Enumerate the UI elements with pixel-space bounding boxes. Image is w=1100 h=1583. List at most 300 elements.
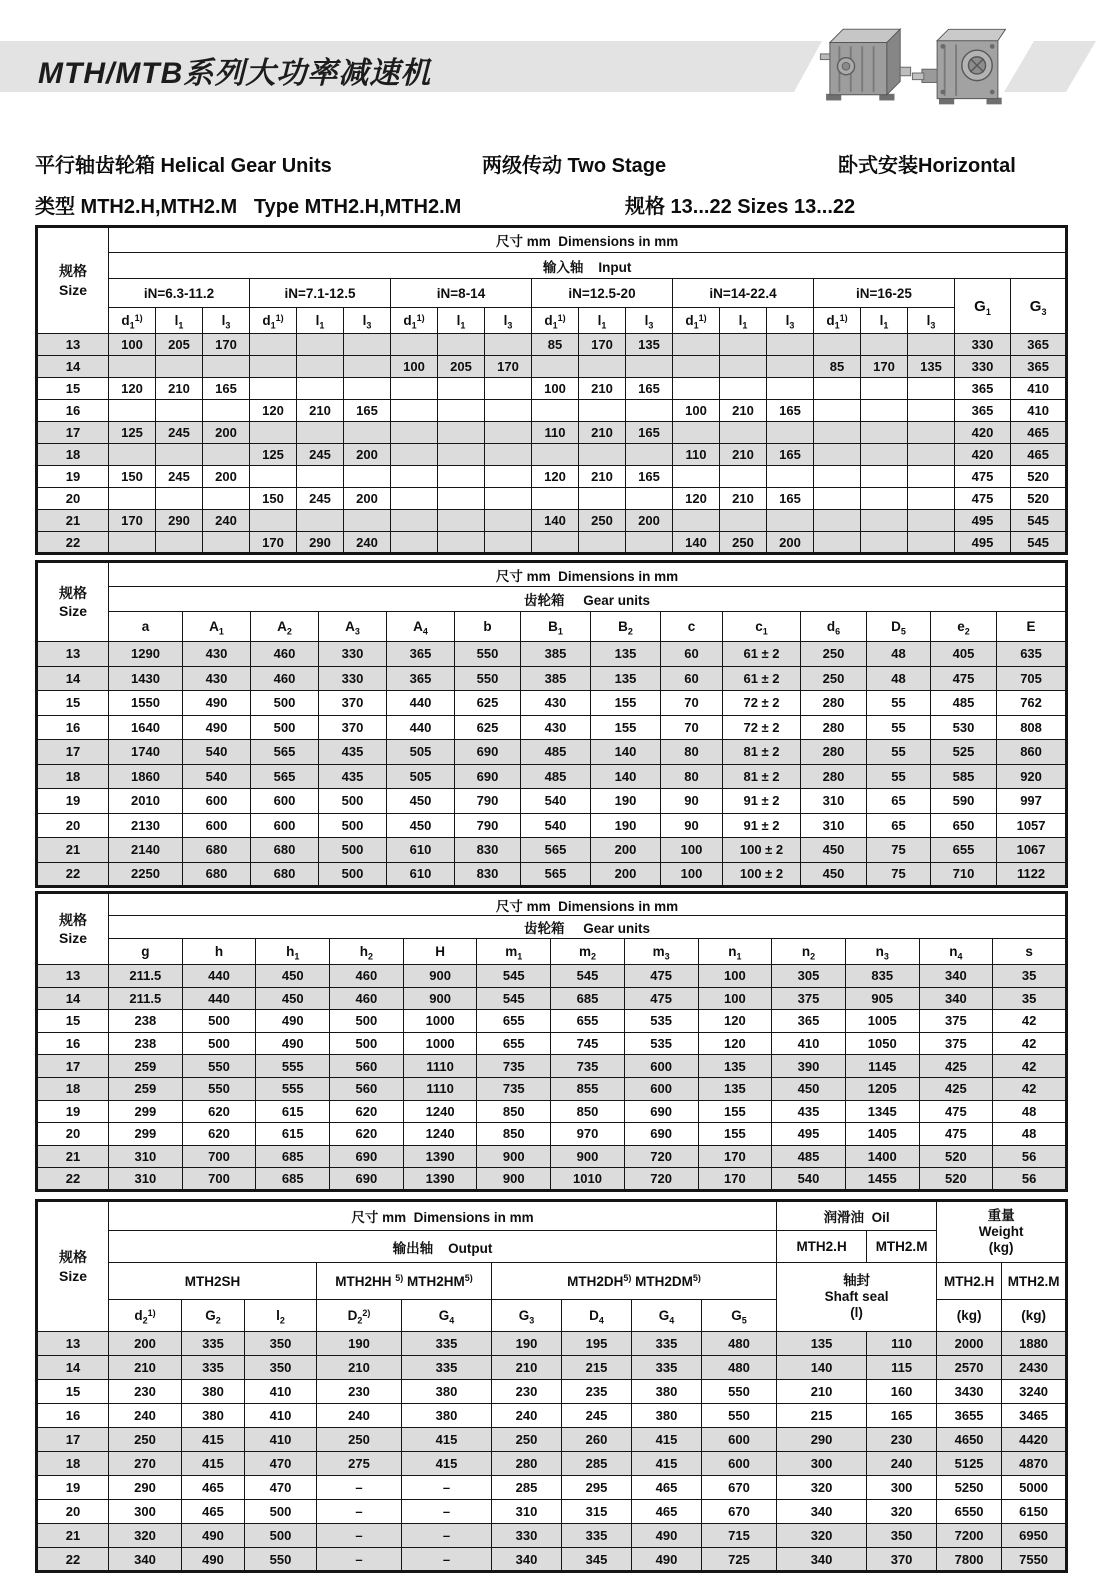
value-cell: 680: [251, 838, 319, 863]
value-cell: 460: [330, 965, 404, 988]
value-cell: 540: [772, 1168, 846, 1191]
value-cell: [861, 422, 908, 444]
value-cell: [203, 400, 250, 422]
column-header: $n_1$: [698, 939, 772, 965]
value-cell: [908, 334, 955, 356]
value-cell: 465: [1011, 444, 1067, 466]
value-cell: 65: [867, 813, 931, 838]
value-cell: 1430: [109, 666, 183, 691]
value-cell: [203, 532, 250, 554]
dimensions-header: 尺寸 mm Dimensions in mm: [109, 562, 1067, 587]
value-cell: 600: [702, 1428, 777, 1452]
value-cell: 600: [183, 789, 251, 814]
value-cell: [250, 356, 297, 378]
value-cell: 590: [931, 789, 997, 814]
value-cell: 370: [319, 691, 387, 716]
value-cell: 240: [109, 1404, 182, 1428]
gear-unit-dimensions-table-b: [35, 891, 1065, 1192]
value-cell: 500: [330, 1010, 404, 1033]
size-cell: 15: [37, 691, 109, 716]
value-cell: 475: [919, 1123, 993, 1146]
value-cell: 340: [109, 1548, 182, 1572]
value-cell: 120: [698, 1032, 772, 1055]
value-cell: [109, 400, 156, 422]
column-header: $m_2$: [551, 939, 625, 965]
value-cell: 205: [156, 334, 203, 356]
value-cell: 165: [626, 466, 673, 488]
table-row: [37, 789, 1067, 814]
value-cell: 70: [661, 691, 723, 716]
column-header: $d_1^{1)}$: [250, 308, 297, 334]
value-cell: 550: [182, 1055, 256, 1078]
value-cell: 56: [993, 1168, 1067, 1191]
column-header-g3: $G_3$: [1011, 279, 1067, 334]
value-cell: 200: [591, 838, 661, 863]
value-cell: [250, 466, 297, 488]
value-cell: [908, 422, 955, 444]
value-cell: 320: [867, 1500, 937, 1524]
value-cell: 560: [330, 1055, 404, 1078]
value-cell: 655: [551, 1010, 625, 1033]
value-cell: 275: [317, 1452, 402, 1476]
table-row: [37, 1100, 1067, 1123]
value-cell: 520: [919, 1168, 993, 1191]
size-cell: 18: [37, 1077, 109, 1100]
value-cell: 85: [532, 334, 579, 356]
value-cell: 210: [579, 378, 626, 400]
value-cell: 245: [297, 488, 344, 510]
column-header: $l_1$: [579, 308, 626, 334]
value-cell: 680: [251, 862, 319, 887]
value-cell: [438, 422, 485, 444]
value-cell: 545: [477, 987, 551, 1010]
value-cell: [861, 466, 908, 488]
value-cell: 259: [109, 1055, 183, 1078]
value-cell: 250: [317, 1428, 402, 1452]
column-header: $D_5$: [867, 612, 931, 642]
value-cell: 155: [698, 1100, 772, 1123]
value-cell: 290: [297, 532, 344, 554]
value-cell: 335: [632, 1356, 702, 1380]
value-cell: 135: [591, 666, 661, 691]
value-cell: 700: [182, 1168, 256, 1191]
column-header: $A_1$: [183, 612, 251, 642]
value-cell: 210: [109, 1356, 182, 1380]
table-row: [37, 1524, 1067, 1548]
value-cell: 2570: [937, 1356, 1002, 1380]
value-cell: 365: [1011, 356, 1067, 378]
value-cell: 125: [109, 422, 156, 444]
value-cell: 335: [402, 1332, 492, 1356]
subtitle-horizontal: 卧式安装Horizontal: [838, 155, 1016, 177]
column-header: $B_2$: [591, 612, 661, 642]
value-cell: 900: [403, 965, 477, 988]
dimensions-header: 尺寸 mm Dimensions in mm: [109, 227, 1067, 253]
value-cell: [814, 510, 861, 532]
value-cell: 100: [532, 378, 579, 400]
value-cell: 460: [251, 642, 319, 667]
value-cell: [673, 334, 720, 356]
value-cell: 135: [626, 334, 673, 356]
value-cell: 135: [777, 1332, 867, 1356]
value-cell: [485, 488, 532, 510]
value-cell: 465: [182, 1500, 245, 1524]
value-cell: 500: [251, 691, 319, 716]
value-cell: 495: [955, 510, 1011, 532]
value-cell: [814, 400, 861, 422]
column-header: $e_2$: [931, 612, 997, 642]
column-header: $l_1$: [156, 308, 203, 334]
value-cell: 850: [551, 1100, 625, 1123]
table-row: [37, 1123, 1067, 1146]
value-cell: 2130: [109, 813, 183, 838]
value-cell: [673, 466, 720, 488]
value-cell: 450: [387, 789, 455, 814]
column-header: $G_4$: [402, 1300, 492, 1332]
value-cell: 495: [772, 1123, 846, 1146]
table-row: [37, 1356, 1067, 1380]
value-cell: 565: [251, 764, 319, 789]
value-cell: 165: [767, 400, 814, 422]
value-cell: 470: [245, 1476, 317, 1500]
value-cell: 435: [772, 1100, 846, 1123]
value-cell: [203, 488, 250, 510]
column-header: $n_3$: [845, 939, 919, 965]
value-cell: 155: [591, 715, 661, 740]
value-cell: 620: [182, 1123, 256, 1146]
value-cell: 490: [183, 715, 251, 740]
value-cell: 465: [182, 1476, 245, 1500]
value-cell: 80: [661, 740, 723, 765]
value-cell: 310: [109, 1145, 183, 1168]
value-cell: [297, 356, 344, 378]
value-cell: [532, 356, 579, 378]
value-cell: 450: [801, 838, 867, 863]
type-mth2sh-header: MTH2SH: [109, 1263, 317, 1300]
value-cell: 42: [993, 1077, 1067, 1100]
value-cell: 365: [955, 400, 1011, 422]
value-cell: 165: [867, 1404, 937, 1428]
column-header: $l_3$: [203, 308, 250, 334]
column-header: $d_1^{1)}$: [391, 308, 438, 334]
value-cell: 210: [492, 1356, 562, 1380]
value-cell: 370: [319, 715, 387, 740]
value-cell: 1005: [845, 1010, 919, 1033]
value-cell: 425: [919, 1077, 993, 1100]
value-cell: 90: [661, 789, 723, 814]
value-cell: 615: [256, 1123, 330, 1146]
value-cell: 485: [521, 740, 591, 765]
input-dimensions-table: [35, 225, 1065, 555]
ratio-group-header: iN=7.1-12.5: [250, 279, 391, 308]
value-cell: 190: [492, 1332, 562, 1356]
value-cell: [297, 378, 344, 400]
column-header: $d_2^{1)}$: [109, 1300, 182, 1332]
value-cell: 585: [931, 764, 997, 789]
value-cell: 655: [931, 838, 997, 863]
size-cell: 17: [37, 1055, 109, 1078]
value-cell: [391, 488, 438, 510]
value-cell: [720, 378, 767, 400]
shaft-seal-label-zh: 轴封: [843, 1272, 871, 1288]
value-cell: 997: [997, 789, 1067, 814]
value-cell: 210: [777, 1380, 867, 1404]
value-cell: 165: [626, 422, 673, 444]
value-cell: –: [402, 1500, 492, 1524]
value-cell: 1455: [845, 1168, 919, 1191]
value-cell: [814, 532, 861, 554]
value-cell: [908, 444, 955, 466]
value-cell: 81 ± 2: [723, 740, 801, 765]
value-cell: 81 ± 2: [723, 764, 801, 789]
value-cell: 200: [344, 488, 391, 510]
table-row: [37, 356, 1067, 378]
value-cell: 900: [551, 1145, 625, 1168]
value-cell: 415: [182, 1428, 245, 1452]
value-cell: 855: [551, 1077, 625, 1100]
value-cell: 680: [183, 838, 251, 863]
value-cell: [485, 334, 532, 356]
value-cell: 685: [256, 1145, 330, 1168]
value-cell: 370: [867, 1548, 937, 1572]
value-cell: 475: [931, 666, 997, 691]
value-cell: 715: [702, 1524, 777, 1548]
value-cell: 480: [702, 1332, 777, 1356]
value-cell: [908, 532, 955, 554]
value-cell: [438, 488, 485, 510]
value-cell: 490: [632, 1548, 702, 1572]
value-cell: 150: [250, 488, 297, 510]
value-cell: 250: [720, 532, 767, 554]
value-cell: 299: [109, 1100, 183, 1123]
value-cell: 700: [182, 1145, 256, 1168]
value-cell: 850: [477, 1123, 551, 1146]
value-cell: 160: [867, 1380, 937, 1404]
value-cell: 5125: [937, 1452, 1002, 1476]
value-cell: 170: [250, 532, 297, 554]
value-cell: 600: [251, 813, 319, 838]
value-cell: 250: [801, 666, 867, 691]
value-cell: 210: [317, 1356, 402, 1380]
value-cell: 60: [661, 642, 723, 667]
table-row: [37, 1332, 1067, 1356]
size-cell: 22: [37, 1548, 109, 1572]
value-cell: 1010: [551, 1168, 625, 1191]
value-cell: 215: [777, 1404, 867, 1428]
table-row: [37, 764, 1067, 789]
column-header: $G_5$: [702, 1300, 777, 1332]
value-cell: [579, 488, 626, 510]
value-cell: [391, 422, 438, 444]
value-cell: 1110: [403, 1077, 477, 1100]
value-cell: 230: [492, 1380, 562, 1404]
value-cell: 762: [997, 691, 1067, 716]
value-cell: 500: [245, 1524, 317, 1548]
value-cell: 410: [772, 1032, 846, 1055]
value-cell: 120: [532, 466, 579, 488]
value-cell: 42: [993, 1055, 1067, 1078]
value-cell: [532, 532, 579, 554]
value-cell: [250, 378, 297, 400]
column-header: $l_3$: [767, 308, 814, 334]
value-cell: [344, 510, 391, 532]
value-cell: 500: [319, 862, 387, 887]
value-cell: 200: [344, 444, 391, 466]
value-cell: [391, 466, 438, 488]
column-header: $D_2^{2)}$: [317, 1300, 402, 1332]
value-cell: 3465: [1002, 1404, 1067, 1428]
table-row: [37, 1010, 1067, 1033]
value-cell: [532, 488, 579, 510]
value-cell: 970: [551, 1123, 625, 1146]
value-cell: [626, 400, 673, 422]
value-cell: [109, 532, 156, 554]
column-header: c: [661, 612, 723, 642]
value-cell: 135: [698, 1077, 772, 1100]
value-cell: [579, 444, 626, 466]
value-cell: 200: [203, 422, 250, 444]
value-cell: 210: [297, 400, 344, 422]
value-cell: 808: [997, 715, 1067, 740]
weight-mth2h-header: MTH2.H: [937, 1263, 1002, 1300]
value-cell: [156, 400, 203, 422]
value-cell: 250: [109, 1428, 182, 1452]
ratio-group-header: iN=14-22.4: [673, 279, 814, 308]
value-cell: 520: [1011, 488, 1067, 510]
column-header: g: [109, 939, 183, 965]
value-cell: 280: [801, 740, 867, 765]
column-header-g1: $G_1$: [955, 279, 1011, 334]
column-header: H: [403, 939, 477, 965]
value-cell: 500: [330, 1032, 404, 1055]
value-cell: 390: [772, 1055, 846, 1078]
value-cell: [485, 466, 532, 488]
value-cell: [109, 444, 156, 466]
value-cell: 485: [931, 691, 997, 716]
value-cell: 135: [908, 356, 955, 378]
value-cell: 61 ± 2: [723, 642, 801, 667]
column-header: $G_3$: [492, 1300, 562, 1332]
value-cell: 550: [702, 1404, 777, 1428]
column-header: $d_1^{1)}$: [532, 308, 579, 334]
size-cell: 14: [37, 666, 109, 691]
value-cell: 365: [387, 642, 455, 667]
value-cell: 375: [772, 987, 846, 1010]
size-column-header: [37, 1201, 109, 1332]
column-header: $l_1$: [861, 308, 908, 334]
value-cell: 345: [562, 1548, 632, 1572]
value-cell: 435: [319, 764, 387, 789]
value-cell: 385: [521, 666, 591, 691]
value-cell: 900: [477, 1168, 551, 1191]
value-cell: [438, 466, 485, 488]
ratio-group-header: iN=12.5-20: [532, 279, 673, 308]
value-cell: 300: [867, 1476, 937, 1500]
value-cell: 690: [624, 1123, 698, 1146]
value-cell: 200: [203, 466, 250, 488]
table-row: [37, 666, 1067, 691]
value-cell: 240: [317, 1404, 402, 1428]
value-cell: [344, 422, 391, 444]
value-cell: 1290: [109, 642, 183, 667]
banner-band-right: [1004, 41, 1096, 92]
size-cell: 16: [37, 1404, 109, 1428]
value-cell: 490: [182, 1524, 245, 1548]
value-cell: [720, 510, 767, 532]
value-cell: [391, 444, 438, 466]
value-cell: 245: [156, 422, 203, 444]
value-cell: 3655: [937, 1404, 1002, 1428]
value-cell: 330: [319, 642, 387, 667]
column-header: $A_2$: [251, 612, 319, 642]
value-cell: [156, 444, 203, 466]
value-cell: 625: [455, 691, 521, 716]
table-row: [37, 1428, 1067, 1452]
value-cell: 470: [245, 1452, 317, 1476]
size-label-en: Size: [58, 603, 87, 619]
value-cell: 415: [632, 1428, 702, 1452]
value-cell: 690: [455, 764, 521, 789]
value-cell: 211.5: [109, 987, 183, 1010]
value-cell: 2430: [1002, 1356, 1067, 1380]
value-cell: [814, 378, 861, 400]
value-cell: 305: [772, 965, 846, 988]
value-cell: 310: [801, 789, 867, 814]
value-cell: 380: [182, 1380, 245, 1404]
value-cell: 5000: [1002, 1476, 1067, 1500]
value-cell: [767, 510, 814, 532]
value-cell: 295: [562, 1476, 632, 1500]
value-cell: 555: [256, 1077, 330, 1100]
weight-label-en: Weight: [978, 1223, 1024, 1239]
value-cell: 48: [867, 642, 931, 667]
value-cell: [720, 356, 767, 378]
value-cell: [814, 488, 861, 510]
value-cell: [203, 444, 250, 466]
subtitle-sizes: 规格 13...22 Sizes 13...22: [625, 196, 856, 218]
value-cell: [438, 334, 485, 356]
value-cell: 48: [993, 1100, 1067, 1123]
value-cell: 6150: [1002, 1500, 1067, 1524]
value-cell: 495: [955, 532, 1011, 554]
value-cell: 85: [814, 356, 861, 378]
table-row: [37, 334, 1067, 356]
value-cell: 1345: [845, 1100, 919, 1123]
column-header: $l_3$: [908, 308, 955, 334]
input-shaft-header: 输入轴 Input: [109, 253, 1067, 279]
value-cell: 1000: [403, 1032, 477, 1055]
value-cell: 72 ± 2: [723, 691, 801, 716]
table-row: [37, 691, 1067, 716]
size-column-header: [37, 227, 109, 334]
value-cell: 200: [591, 862, 661, 887]
weight-unit: (kg): [988, 1240, 1014, 1256]
type-mth2hh-header: MTH2HH $^{5)}$ MTH2HM$^{5)}$: [317, 1263, 492, 1300]
table-row: [37, 378, 1067, 400]
ratio-group-header: iN=16-25: [814, 279, 955, 308]
value-cell: 735: [477, 1055, 551, 1078]
value-cell: 240: [203, 510, 250, 532]
column-header: $l_1$: [720, 308, 767, 334]
value-cell: 155: [591, 691, 661, 716]
value-cell: 35: [993, 987, 1067, 1010]
value-cell: 260: [562, 1428, 632, 1452]
gearbox-image-right: [908, 16, 1008, 111]
value-cell: 735: [551, 1055, 625, 1078]
value-cell: [767, 356, 814, 378]
value-cell: 135: [698, 1055, 772, 1078]
value-cell: [767, 334, 814, 356]
